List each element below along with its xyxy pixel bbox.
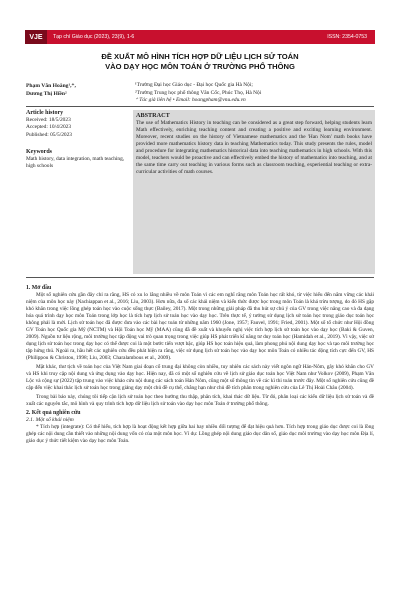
paragraph: Mặt khác, thư tịch về toán học của Việt Nam giai đoạn cổ trung đại không còn nhiều, tuy nhiên các sách này viết ngôn ngữ Hán-Nôm, gây khó khăn cho GV và HS khi truy cập nội dung và ứng dụng vào dạy học. Hiện nay, đã có một số nghiên cứu về lịch sử giáo dục toán học Việt Nam như Volkov (2009), Phạm Văn Lộc và cộng sự (2022) tập trung vào việc khảo cứu nội dung các sách toán Hán Nôm, cũng một số thông tin về các kì thi toán trước đây. Một số nghiên cứu cũng đề cập đến việc khai thác lịch sử toán học trong giảng dạy một chủ đề cụ thể, chẳng hạn như chủ đề tích phân trong nghiên cứu của Lê Thị Hoài Châu (2004). bbox=[26, 364, 374, 392]
affiliations bbox=[135, 82, 375, 105]
divider bbox=[26, 106, 374, 107]
published-date: Published: 05/5/2023 bbox=[26, 131, 72, 138]
paragraph: Một số nghiên cứu gần đây chỉ ra rằng, HS có xu lo lắng nhiều về môn Toán vì các em nghĩ rằng môn Toán học rất khó, từ việc hiểu đến nắm vững các khái niệm của môn học này (Nachiappan et al., 2016; Liu, 2003). Hơn nữa, đa số các khái niệm và kiến thức được học trong môn Toán là khá trừu tượng, do đó HS gặp khó khăn trong việc lồng ghép toán học vào cuộc sống thực (Bailey, 2017). Một trong những giải pháp đã thu hút sự chú ý của GV trong việc nâng cao và đa dạng hóa quá trình dạy học môn Toán trong lớp học là tích hợp lịch sử toán học vào dạy học. Trên thực tế, ý tưởng sử dụng lịch sử toán học trong giáo dục toán học không phải là mới. Lịch sử toán học đã được đưa vào các bài học toán từ những năm 1960 (Jone, 1957; Fauvel, 1991; Fried, 2001). Một số tổ chức như Hội đồng GV Toán học Quốc gia Mỹ (NCTM) và Hội Toán học Mỹ (MAA) cũng đã đề xuất và khuyến nghị việc tích hợp lịch sử toán học vào dạy học (Baki & Guven, 2009). Nguồn tư liệu rộng, môi trường học tập động vai trò quan trọng trong việc giúp HS phát triển kĩ năng tư duy toán học (Hamidah et al., 2019). Vì vậy, việc sử dụng lịch sử toán học trong dạy học có thể được coi là một bước tiến vượt bậc, giúp HS học toán hiệu quả, làm phong phú nội dung dạy học và tạo môi trường học tập hứng thú. Ngoài ra, hầu hết các nghiên cứu đều phát hiện ra rằng, việc sử dụng lịch sử toán học vào dạy học môn Toán có nhiều tác động tích cực đến GV, HS (Philippou & Christou, 1998; Liu, 2003; Charalambous et al., 2009). bbox=[26, 292, 374, 362]
article-history-heading: Article history bbox=[26, 110, 64, 116]
author-list bbox=[26, 82, 126, 98]
journal-header-bar bbox=[25, 30, 375, 44]
keywords: Math history, data integration, math teaching, high schools bbox=[26, 156, 125, 170]
subsection-heading: 2.1. Một số khái niệm bbox=[26, 416, 74, 423]
abstract-box bbox=[133, 110, 375, 274]
accepted-date: Accepted: 10/4/2023 bbox=[26, 124, 72, 131]
abstract-heading: ABSTRACT bbox=[136, 112, 170, 119]
section-heading: 2. Kết quả nghiên cứu bbox=[26, 409, 81, 416]
author-name: Phạm Văn Hoằng¹,⁺, bbox=[26, 83, 76, 89]
affiliation: ¹Trường Đại học Giáo dục - Đại học Quốc gia Hà Nội; bbox=[135, 82, 253, 88]
author-name: Dương Thị Hiền² bbox=[26, 91, 67, 97]
title-line: ĐỀ XUẤT MÔ HÌNH TÍCH HỢP DỮ LIỆU LỊCH SỬ TOÁN bbox=[101, 52, 299, 61]
abstract-text: The use of Mathematics History in teaching can be considered as a great step forward, helping students learn Math effectively, enriching teaching content and creating a positive and exciting learning environment. Moreover, recent studies on the history of Vietnamese mathematics and the 'Han Nom' math books have provided more mathematics history data in teaching Mathematics today. This study presents the rules, model and procedure for integrating mathematics historical data into teaching mathematics in high schools. With this model, teachers would be proactive and can effectively embed the history of mathematics into teaching, and at the same time carry out teaching in various forms such as classroom teaching, experiential teaching or extra-curricular activities of math courses. bbox=[136, 119, 372, 175]
corresponding-email[interactable]: ⁺ Tác giả liên hệ • Email: hoangpham@vnu.edu.vn bbox=[135, 97, 246, 103]
paragraph: * Tích hợp (integrate): Có thể hiểu, tích hợp là hoạt động kết hợp giữa hai hay nhiều đối tượng để đạt hiệu quả hơn. Tích hợp trong giáo dục được coi là lồng ghép các nội dung cần thiết vào những nội dung vốn có của một môn học. Ví dụ: Lồng ghép nội dung giáo dục dân số, giáo dục môi trường vào dạy học môn Địa lí, giáo dục ý thức tiết kiệm vào dạy học môn Toán. bbox=[26, 423, 374, 444]
article-title bbox=[40, 52, 360, 72]
issn: ISSN: 2354-0753 bbox=[327, 34, 367, 40]
title-line: VÀO DẠY HỌC MÔN TOÁN Ở TRƯỜNG PHỔ THÔNG bbox=[105, 62, 295, 71]
divider bbox=[26, 277, 374, 278]
article-body bbox=[26, 283, 374, 445]
article-info bbox=[26, 110, 126, 170]
keywords-heading: Keywords bbox=[26, 148, 52, 155]
journal-citation: Tạp chí Giáo dục (2023), 23(9), 1-6 bbox=[53, 34, 135, 40]
received-date: Received: 18/5/2023 bbox=[26, 117, 71, 124]
journal-logo: VJE bbox=[25, 30, 47, 44]
affiliation: ²Trường Trung học phổ thông Văn Cốc, Phúc Thọ, Hà Nội bbox=[135, 89, 262, 96]
section-heading: 1. Mở đầu bbox=[26, 285, 52, 291]
paragraph: Trong bài báo này, chúng tôi tiếp cận lịch sử toán học theo hướng thu thập, phân tích, khai thác dữ liệu. Từ đó, phân loại các kiểu dữ liệu lịch sử toán và đề xuất các nguyên tắc, mô hình và quy trình tích hợp dữ liệu lịch sử toán vào dạy học môn Toán ở trường phổ thông. bbox=[26, 393, 374, 407]
